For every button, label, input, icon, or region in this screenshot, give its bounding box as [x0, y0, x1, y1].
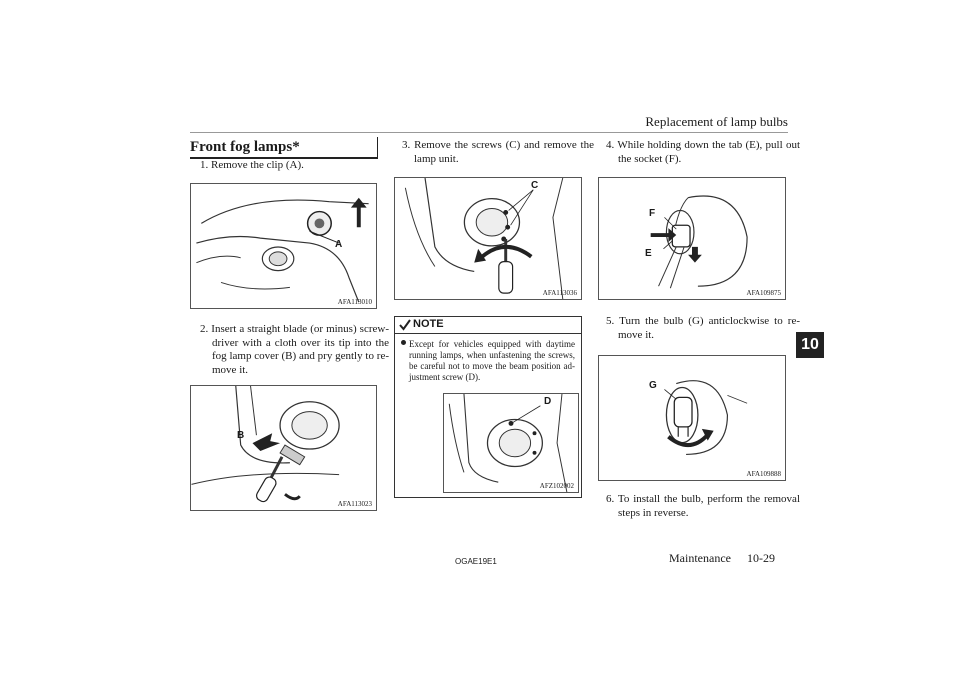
callout-c: C [531, 180, 539, 191]
note-box [394, 316, 582, 498]
callout-a: A [335, 239, 343, 250]
step-4: 4. While holding down the tab (E), pull out the socket (F). [606, 139, 800, 165]
chapter-tab[interactable]: 10 [796, 332, 824, 358]
figure-code: AFA109888 [746, 470, 781, 478]
note-body: Except for vehicles equipped with daytime running lamps, when unfastening the screws, be careful not to move the beam position ad-justment screw (D). [409, 339, 575, 382]
note-text [403, 339, 575, 383]
figure-bulb [598, 355, 786, 481]
illustration-pull-socket [599, 178, 785, 299]
figure-code: AFA113036 [542, 289, 577, 297]
section-title-divider [377, 137, 378, 159]
figure-clip [190, 183, 377, 309]
figure-fog-cover [190, 385, 377, 511]
figure-screws [394, 177, 582, 300]
section-title: Front fog lamps* [190, 137, 377, 159]
callout-b: B [237, 430, 245, 441]
callout-f: F [649, 208, 656, 219]
note-header [395, 317, 581, 334]
step-1: 1. Remove the clip (A). [200, 159, 304, 171]
document-code: OGAE19E1 [455, 557, 497, 566]
step-5: 5. Turn the bulb (G) anticlockwise to re-move it. [606, 315, 800, 341]
running-header: Replacement of lamp bulbs [645, 114, 788, 129]
illustration-clip-removal [191, 184, 376, 308]
figure-code: AFA109875 [746, 289, 781, 297]
callout-d: D [544, 396, 552, 407]
step-2: 2. Insert a straight blade (or minus) screw-driver with a cloth over its tip into the fog lamp cover (B) and pry gently to re-move it. [200, 323, 389, 376]
page-number: 10-29 [747, 551, 775, 565]
illustration-turn-bulb [599, 356, 785, 480]
callout-e: E [645, 248, 652, 259]
callout-g: G [649, 380, 657, 391]
figure-code: AFA113023 [337, 500, 372, 508]
footer-section: Maintenance [669, 551, 731, 565]
figure-code: AFA113010 [337, 298, 372, 306]
bullet-icon [401, 340, 406, 345]
checkmark-icon [399, 319, 411, 331]
illustration-beam-adjust-screw [444, 394, 578, 492]
illustration-remove-screws [395, 178, 581, 299]
figure-socket [598, 177, 786, 300]
header-rule [190, 132, 788, 133]
step-3: 3. Remove the screws (C) and remove the lamp unit. [402, 139, 594, 165]
note-label: NOTE [413, 318, 444, 330]
illustration-pry-cover [191, 386, 376, 510]
figure-code: AFZ102002 [539, 482, 574, 490]
step-6: 6. To install the bulb, perform the removal steps in reverse. [606, 493, 800, 519]
figure-beam-screw [443, 393, 579, 493]
